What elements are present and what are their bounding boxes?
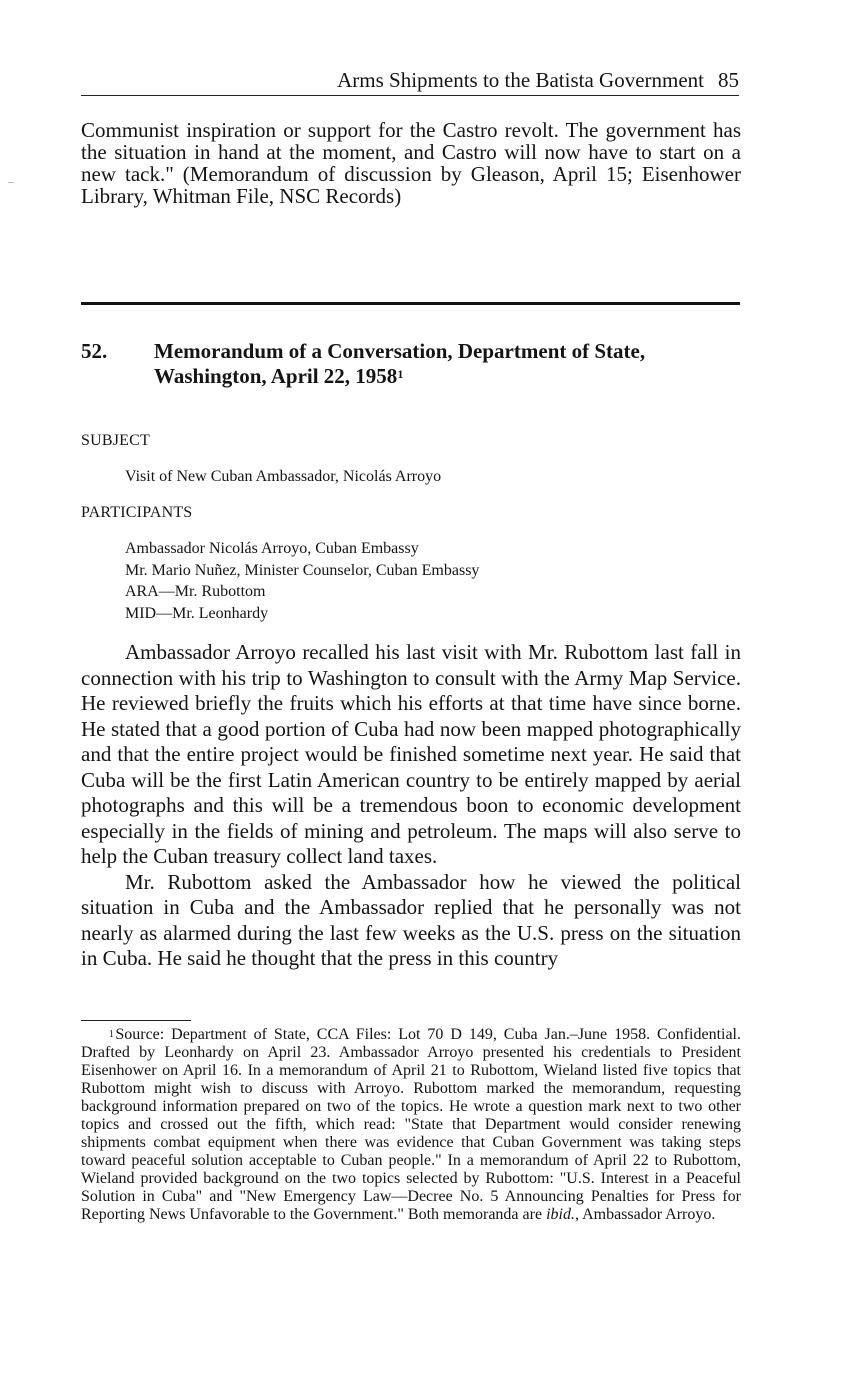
- body-paragraph: Ambassador Arroyo recalled his last visit with Mr. Rubottom last fall in connection with his trip to Washington to consult with the Army Map Service. He reviewed briefly the fruits which his efforts at that time have since borne. He stated that a good portion of Cuba had now been mapped photographically and that the entire project would be finished sometime next year. He said that Cuba will be the first Latin American country to be entirely mapped by aerial photographs and this will be a tremendous boon to economic development especially in the fields of mining and petroleum. The maps will also serve to help the Cuban treasury collect land taxes.: [81, 640, 741, 868]
- section-divider: [81, 302, 740, 305]
- document-title-line-1: Memorandum of a Conversation, Department of State,: [154, 339, 646, 363]
- footnote: [81, 1026, 741, 1224]
- participant-item: MID—Mr. Leonhardy: [125, 604, 269, 622]
- subject-value: Visit of New Cuban Ambassador, Nicolás Arroyo: [125, 468, 442, 485]
- running-head: [81, 66, 739, 96]
- footnote-ibid: ibid.: [546, 1206, 575, 1223]
- document-title-line-2: Washington, April 22, 1958: [154, 364, 398, 388]
- document-title: [154, 339, 714, 389]
- subject-label: SUBJECT: [81, 432, 150, 449]
- participant-item: Ambassador Nicolás Arroyo, Cuban Embassy: [125, 540, 419, 557]
- footnote-divider: [81, 1020, 191, 1021]
- page-number: 85: [718, 68, 739, 92]
- body-paragraph: Mr. Rubottom asked the Ambassador how he viewed the political situation in Cuba and the Ambassador replied that he personally was not nearly as alarmed during the last few weeks as the U.S. press on the situation in Cuba. He said he thought that the press in this country: [81, 869, 741, 970]
- footnote-marker: 1: [109, 1029, 114, 1040]
- footnote-text-end: , Ambassador Arroyo.: [574, 1206, 716, 1223]
- memorandum-body: [81, 640, 741, 972]
- document-number: 52.: [81, 339, 108, 363]
- footnote-reference: 1: [397, 367, 404, 381]
- participants-label: PARTICIPANTS: [81, 504, 193, 521]
- participants-list: [125, 538, 479, 624]
- running-head-title: Arms Shipments to the Batista Government: [337, 68, 704, 92]
- margin-mark: [8, 182, 14, 183]
- participant-item: Mr. Mario Nuñez, Minister Counselor, Cuban Embassy: [125, 561, 480, 579]
- participant-item: ARA—Mr. Rubottom: [125, 583, 266, 600]
- footnote-text: Source: Department of State, CCA Files: Lot 70 D 149, Cuba Jan.–June 1958. Confidential. Drafted by Leonhardy on April 23. Ambassador Arroyo presented his credentials to President Eisenhower on April 16. In a memorandum of April 21 to Rubottom, Wieland listed five topics that Rubottom might wish to discuss with Arroyo. Rubottom marked the memorandum, requesting background information prepared on two of the topics. He wrote a question mark next to two other topics and crossed out the fifth, which read: "State that Department would consider renewing shipments combat equipment when there was evidence that Cuban Government was taking steps toward peaceful solution acceptable to Cuban people." In a memorandum of April 22 to Rubottom, Wieland provided background on the two topics selected by Rubottom: "U.S. Interest in a Peaceful Solution in Cuba" and "New Emergency Law—Decree No. 5 Announcing Penalties for Press for Reporting News Unfavorable to the Government." Both memoranda are: [81, 1026, 741, 1223]
- continuation-paragraph: Communist inspiration or support for the Castro revolt. The government has the situation in hand at the moment, and Castro will now have to start on a new tack." (Memorandum of discussion by Gleason, April 15; Eisenhower Library, Whitman File, NSC Records): [81, 118, 741, 208]
